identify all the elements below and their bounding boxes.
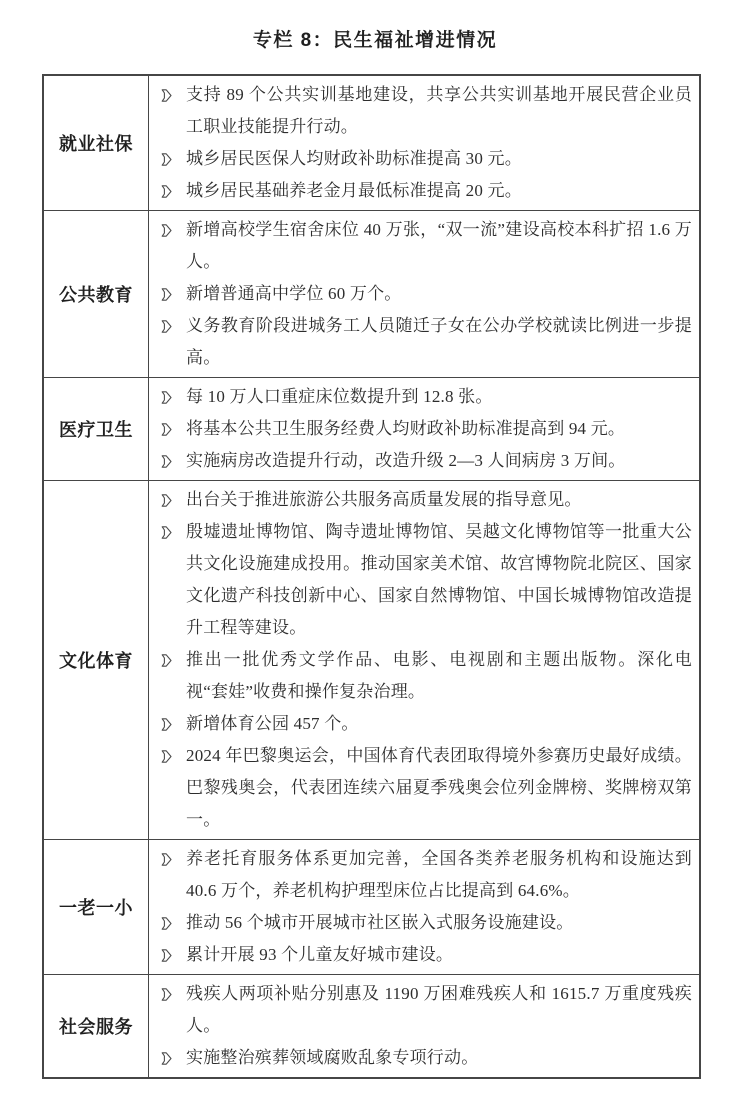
table-row-social-services [44,974,699,1077]
list-item [149,143,699,175]
item-text: 养老托育服务体系更加完善，全国各类养老服务机构和设施达到 40.6 万个，养老机构护理型床位占比提高到 64.6%。 [186,849,692,900]
category-label: 一老一小 [44,840,149,974]
table-row-medical-health [44,377,699,480]
item-text: 实施整治殡葬领域腐败乱象专项行动。 [186,1048,479,1067]
table-row-elderly-children [44,839,699,974]
category-label: 社会服务 [44,975,149,1077]
table-row-culture-sports [44,480,699,839]
item-text: 新增普通高中学位 60 万个。 [186,284,402,303]
arrow-bullet-icon [149,653,186,668]
table-row-public-education [44,210,699,377]
list-item [149,413,699,445]
list-item [149,978,699,1042]
category-label: 就业社保 [44,76,149,210]
item-text: 推出一批优秀文学作品、电影、电视剧和主题出版物。深化电视“套娃”收费和操作复杂治理。 [186,650,692,701]
item-text: 残疾人两项补贴分别惠及 1190 万困难残疾人和 1615.7 万重度残疾人。 [186,984,692,1035]
items-cell [149,211,699,377]
arrow-bullet-icon [149,852,186,867]
list-item [149,278,699,310]
arrow-bullet-icon [149,287,186,302]
arrow-bullet-icon [149,390,186,405]
items-cell [149,378,699,480]
page-title: 专栏 8：民生福祉增进情况 [252,30,498,51]
item-text: 城乡居民基础养老金月最低标准提高 20 元。 [186,181,522,200]
arrow-bullet-icon [149,987,186,1002]
item-text: 殷墟遗址博物馆、陶寺遗址博物馆、吴越文化博物馆等一批重大公共文化设施建成投用。推动国家美术馆、故宫博物院北院区、国家文化遗产科技创新中心、国家自然博物馆、中国长城博物馆改造提升工程等建设。 [186,522,692,637]
list-item [149,644,699,708]
category-label: 公共教育 [44,211,149,377]
item-text: 支持 89 个公共实训基地建设，共享公共实训基地开展民营企业员工职业技能提升行动。 [186,85,692,136]
list-item [149,214,699,278]
list-item [149,740,699,836]
item-text: 实施病房改造提升行动，改造升级 2—3 人间病房 3 万间。 [186,451,626,470]
items-cell [149,840,699,974]
items-cell [149,975,699,1077]
item-text: 将基本公共卫生服务经费人均财政补助标准提高到 94 元。 [186,419,626,438]
list-item [149,381,699,413]
item-text: 每 10 万人口重症床位数提升到 12.8 张。 [186,387,493,406]
category-label: 文化体育 [44,481,149,839]
arrow-bullet-icon [149,525,186,540]
list-item [149,843,699,907]
list-item [149,175,699,207]
list-item [149,907,699,939]
arrow-bullet-icon [149,717,186,732]
item-text: 城乡居民医保人均财政补助标准提高 30 元。 [186,149,522,168]
item-text: 累计开展 93 个儿童友好城市建设。 [186,945,454,964]
arrow-bullet-icon [149,749,186,764]
list-item [149,1042,699,1074]
list-item [149,445,699,477]
items-cell [149,481,699,839]
arrow-bullet-icon [149,422,186,437]
list-item [149,484,699,516]
arrow-bullet-icon [149,184,186,199]
item-text: 2024 年巴黎奥运会，中国体育代表团取得境外参赛历史最好成绩。巴黎残奥会，代表团连续六届夏季残奥会位列金牌榜、奖牌榜双第一。 [186,746,692,829]
item-text: 新增高校学生宿舍床位 40 万张，“双一流”建设高校本科扩招 1.6 万人。 [186,220,692,271]
arrow-bullet-icon [149,319,186,334]
arrow-bullet-icon [149,916,186,931]
table-row-employment-social-security [44,76,699,210]
list-item [149,79,699,143]
list-item [149,708,699,740]
item-text: 推动 56 个城市开展城市社区嵌入式服务设施建设。 [186,913,574,932]
list-item [149,310,699,374]
list-item [149,516,699,644]
category-label: 医疗卫生 [44,378,149,480]
arrow-bullet-icon [149,1051,186,1066]
arrow-bullet-icon [149,493,186,508]
item-text: 义务教育阶段进城务工人员随迁子女在公办学校就读比例进一步提高。 [186,316,692,367]
arrow-bullet-icon [149,152,186,167]
arrow-bullet-icon [149,88,186,103]
list-item [149,939,699,971]
welfare-table [42,74,701,1079]
item-text: 出台关于推进旅游公共服务高质量发展的指导意见。 [186,490,582,509]
arrow-bullet-icon [149,223,186,238]
item-text: 新增体育公园 457 个。 [186,714,359,733]
items-cell [149,76,699,210]
arrow-bullet-icon [149,454,186,469]
arrow-bullet-icon [149,948,186,963]
